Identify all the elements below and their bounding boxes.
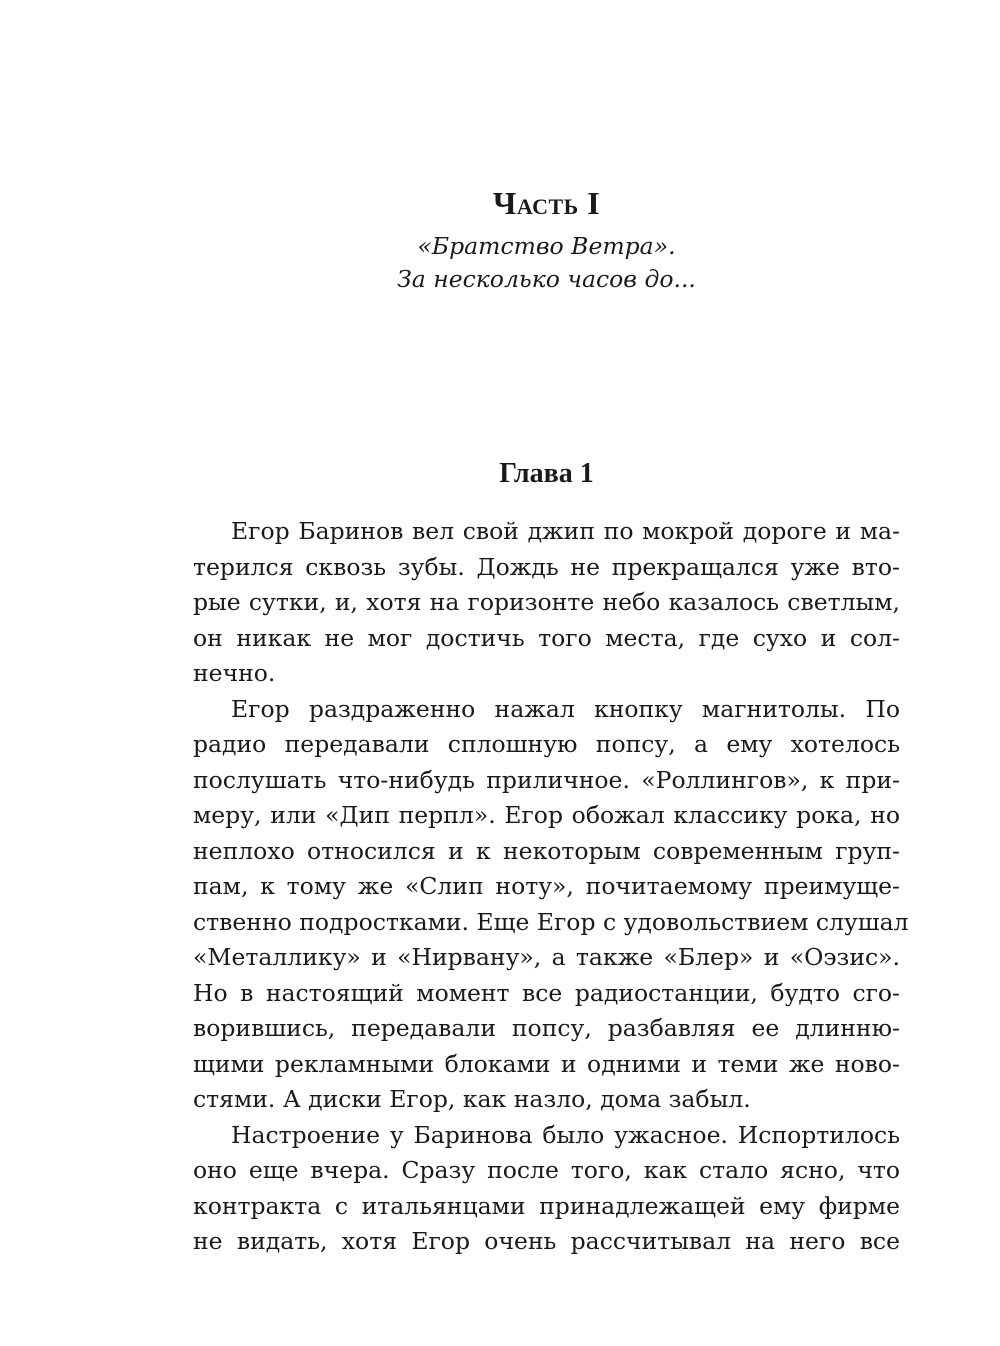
body-line: неплохо относился и к некоторым современным груп- <box>193 836 900 865</box>
chapter-title: Глава 1 <box>499 458 594 489</box>
chapter-body <box>193 514 909 1260</box>
body-line: радио передавали сплошную попсу, а ему хотелось <box>193 730 900 758</box>
body-line: не видать, хотя Егор очень рассчитывал на него все <box>193 1227 900 1255</box>
body-line: рые сутки, и, хотя на горизонте небо казалось светлым, <box>193 588 900 616</box>
part-subtitle-line-1: «Братство Ветра». <box>417 232 676 260</box>
body-line: щими рекламными блоками и одними и теми же ново- <box>193 1049 900 1078</box>
body-line: пам, к тому же «Слип ноту», почитаемому преимуще- <box>193 872 900 900</box>
body-line: ворившись, передавали попсу, разбавляя ее длинню- <box>193 1014 900 1042</box>
part-title: Часть I <box>492 185 601 221</box>
body-line: Настроение у Баринова было ужасное. Испортилось <box>231 1120 900 1149</box>
body-line: меру, или «Дип перпл». Егор обожал классику рока, но <box>193 801 900 829</box>
body-line: оно еще вчера. Сразу после того, как стало ясно, что <box>193 1156 900 1184</box>
part-subtitle-line-2: За несколько часов до... <box>397 265 696 293</box>
body-line: стями. А диски Егор, как назло, дома забыл. <box>193 1085 751 1113</box>
body-line: «Металлику» и «Нирвану», а также «Блер» и «Оэзис». <box>193 943 900 971</box>
part-subtitle <box>0 230 1000 296</box>
body-line: терился сквозь зубы. Дождь не прекращался уже вто- <box>193 552 900 581</box>
body-line: ственно подростками. Еще Егор с удовольствием слушал <box>193 907 909 936</box>
body-line: Егор раздраженно нажал кнопку магнитолы. По <box>231 694 900 723</box>
body-line: контракта с итальянцами принадлежащей ему фирме <box>193 1191 900 1220</box>
body-line: нечно. <box>193 659 276 687</box>
body-line: он никак не мог достичь того места, где сухо и сол- <box>193 623 900 652</box>
body-line: Егор Баринов вел свой джип по мокрой дороге и ма- <box>231 517 900 545</box>
body-line: послушать что-нибудь приличное. «Роллингов», к при- <box>193 765 900 794</box>
body-line: Но в настоящий момент все радиостанции, будто сго- <box>193 978 900 1007</box>
